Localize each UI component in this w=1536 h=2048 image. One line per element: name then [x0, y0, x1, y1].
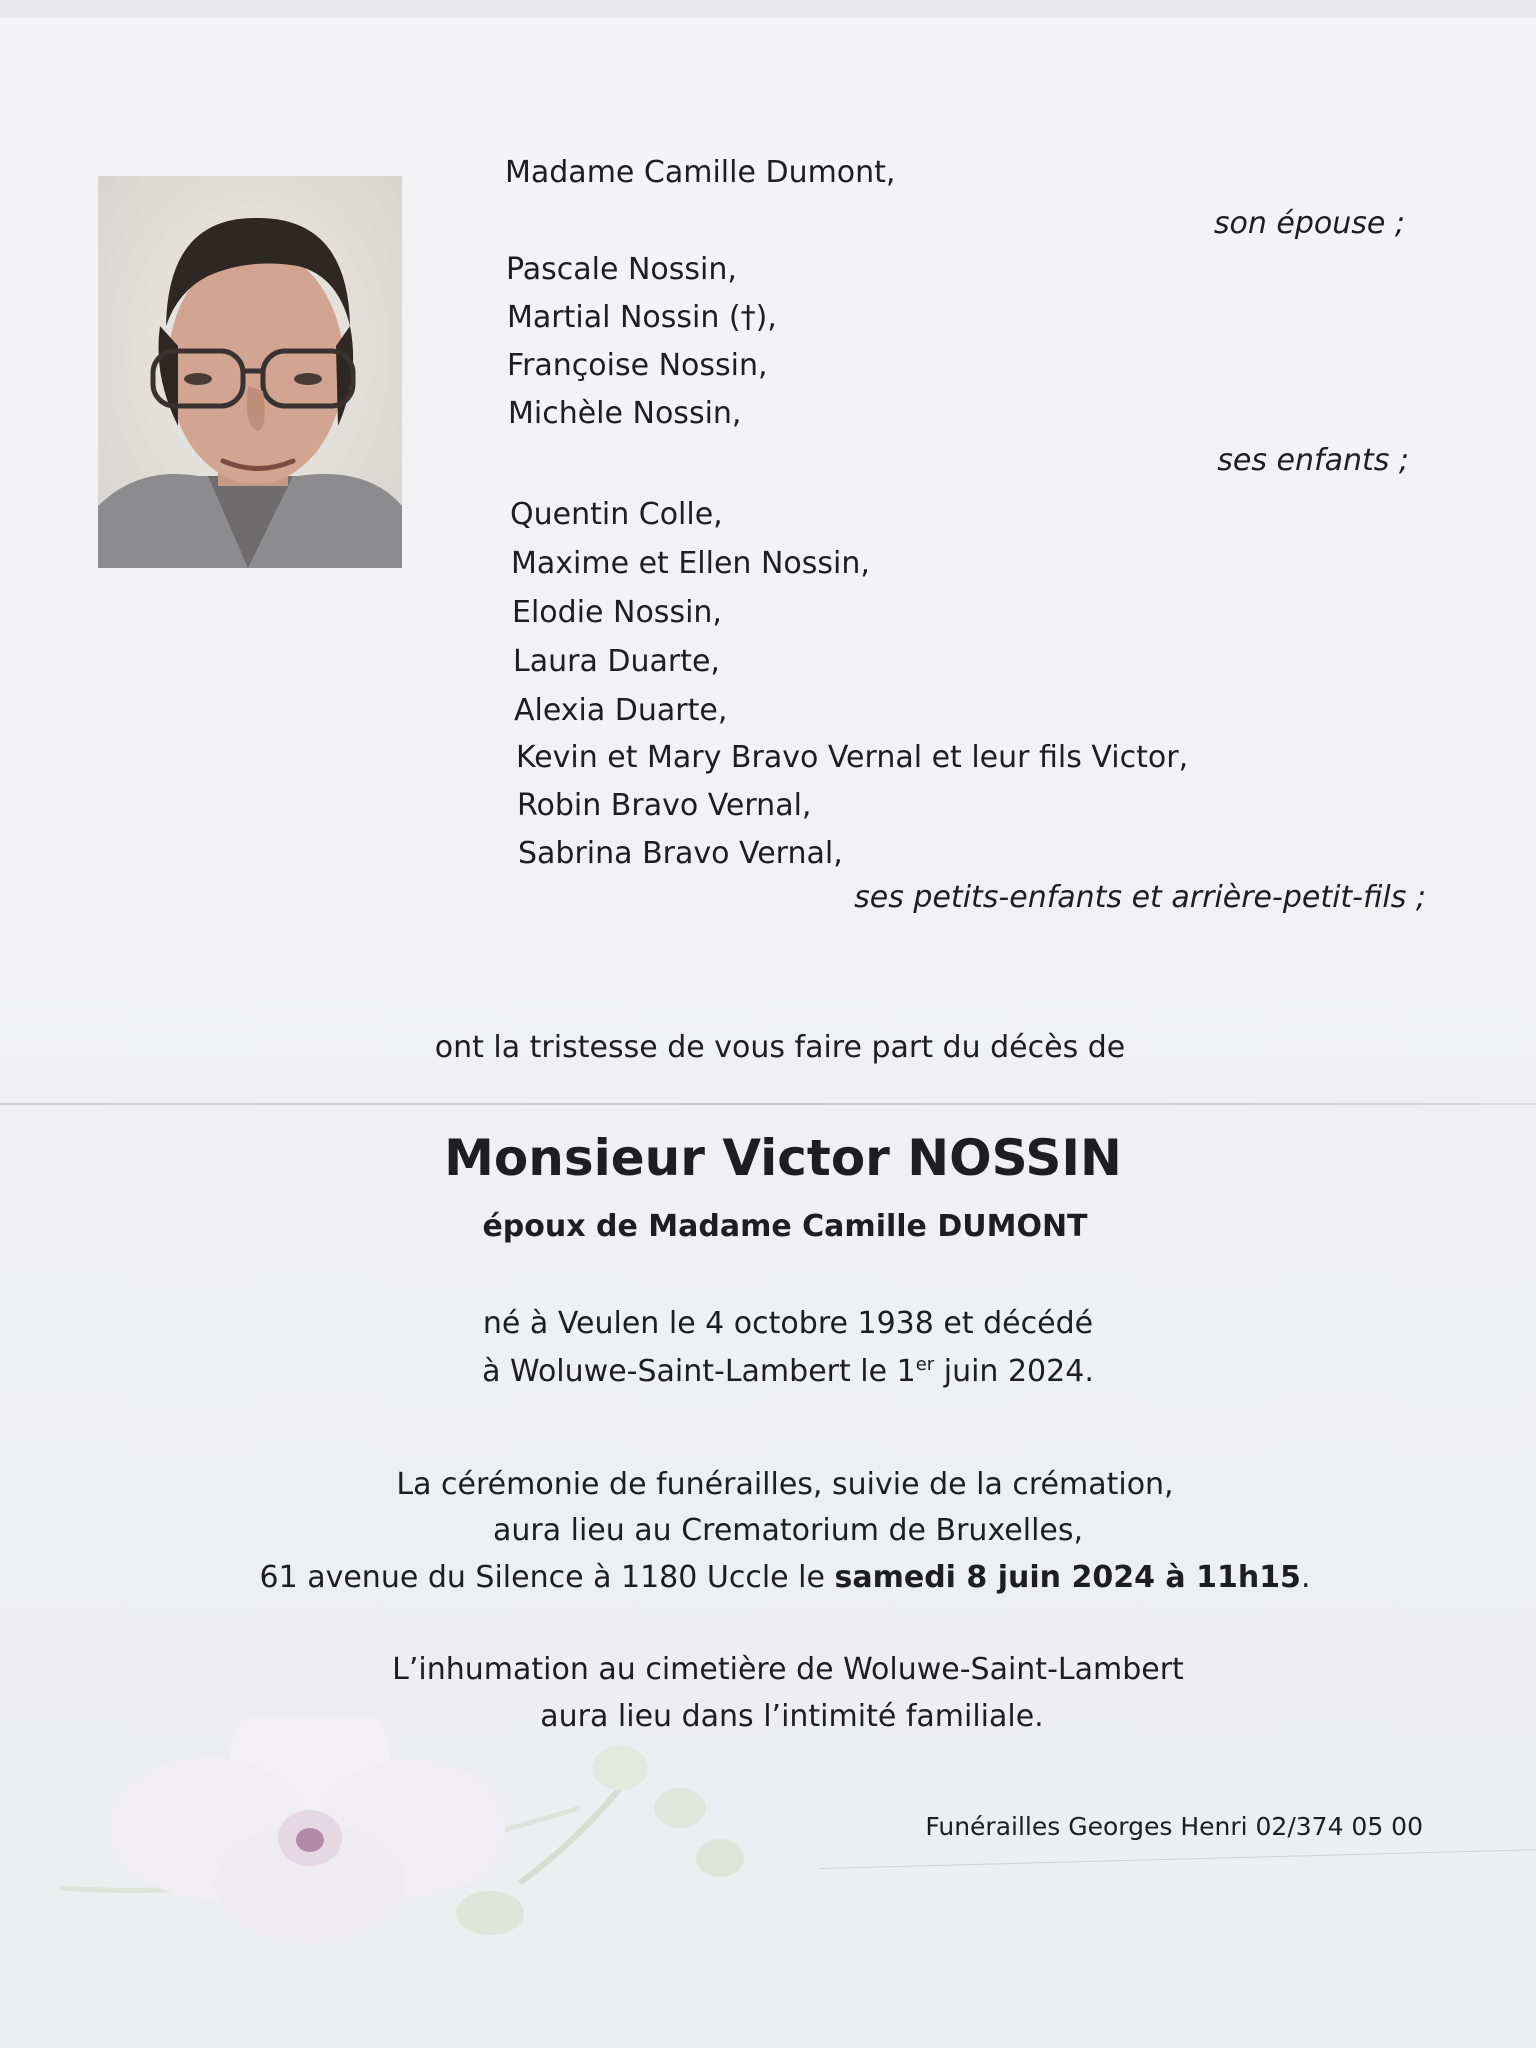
- grandchild-name: Sabrina Bravo Vernal,: [518, 836, 843, 871]
- grandchild-name: Maxime et Ellen Nossin,: [511, 546, 870, 581]
- ceremony-line-3: 61 avenue du Silence à 1180 Uccle le samedi 8 juin 2024 à 11h15.: [259, 1560, 1311, 1595]
- ceremony-line-1: La cérémonie de funérailles, suivie de la crémation,: [396, 1467, 1174, 1502]
- funeral-home-contact: Funérailles Georges Henri 02/374 05 00: [925, 1812, 1423, 1841]
- burial-line-2: aura lieu dans l’intimité familiale.: [540, 1699, 1044, 1734]
- announcement-text: ont la tristesse de vous faire part du décès de: [434, 1030, 1126, 1065]
- child-name: Martial Nossin (†),: [507, 300, 777, 335]
- grandchild-name: Elodie Nossin,: [512, 595, 722, 630]
- birth-line: né à Veulen le 4 octobre 1938 et décédé: [482, 1306, 1094, 1341]
- child-name: Michèle Nossin,: [508, 396, 742, 431]
- spouse-role: son épouse ;: [1213, 206, 1405, 241]
- grandchild-name: Alexia Duarte,: [514, 693, 728, 728]
- portrait-photo: [98, 176, 402, 568]
- burial-line-1: L’inhumation au cimetière de Woluwe-Saint-Lambert: [392, 1652, 1184, 1687]
- grandchild-name: Robin Bravo Vernal,: [517, 788, 812, 823]
- grandchild-name: Quentin Colle,: [510, 497, 723, 532]
- grandchild-name: Laura Duarte,: [513, 644, 720, 679]
- grandchild-name: Kevin et Mary Bravo Vernal et leur fils Victor,: [516, 740, 1189, 775]
- fold-line: [0, 1103, 1536, 1105]
- child-name: Pascale Nossin,: [506, 252, 737, 287]
- deceased-name: Monsieur Victor NOSSIN: [444, 1129, 1122, 1187]
- grandchildren-role: ses petits-enfants et arrière-petit-fils ;: [854, 880, 1426, 915]
- spouse-name: Madame Camille Dumont,: [505, 155, 896, 190]
- death-line: à Woluwe-Saint-Lambert le 1er juin 2024.: [482, 1354, 1094, 1389]
- child-name: Françoise Nossin,: [507, 348, 768, 383]
- ceremony-line-2: aura lieu au Crematorium de Bruxelles,: [492, 1513, 1084, 1548]
- children-role: ses enfants ;: [1217, 443, 1409, 478]
- separator-line: [820, 1849, 1536, 1869]
- orchid-icon: [60, 1718, 780, 1958]
- card-sheet: [0, 18, 1536, 2048]
- spouse-line: époux de Madame Camille DUMONT: [482, 1209, 1088, 1244]
